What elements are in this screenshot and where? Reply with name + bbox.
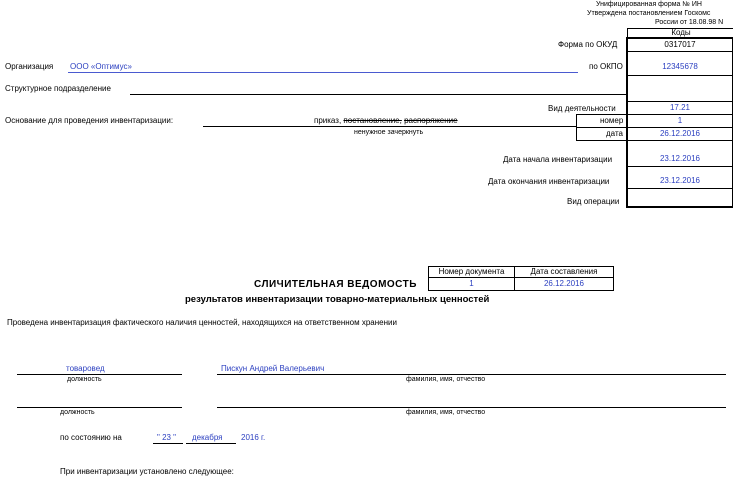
activity-value: 17.21 [669,103,691,112]
codes-divider [627,166,733,167]
inventory-start-value: 23.12.2016 [659,154,701,163]
organization-value: ООО «Оптимус» [70,62,132,71]
person2-name-hint: фамилия, имя, отчество [406,409,486,416]
doc-number-value: 1 [469,279,474,288]
codes-divider [627,51,733,52]
okud-label: Форма по ОКУД [558,40,618,49]
codes-divider [627,188,733,189]
document-title: СЛИЧИТЕЛЬНАЯ ВЕДОМОСТЬ [254,279,417,290]
person2-name-underline [217,407,726,408]
order-date-value: 26.12.2016 [659,129,701,138]
basis-option-directive: распоряжение [404,116,458,125]
organization-underline [68,72,578,73]
person2-position-hint: должность [60,409,95,416]
codes-divider [627,101,733,102]
codes-divider [627,140,733,141]
inventory-end-value: 23.12.2016 [659,176,701,185]
doc-table-divider [428,277,614,278]
okpo-label: по ОКПО [589,62,623,71]
doc-date-value: 26.12.2016 [543,279,585,288]
as-of-day-underline [153,443,183,444]
as-of-day: " 23 " [157,433,177,442]
document-subtitle: результатов инвентаризации товарно-материальных ценностей [185,294,490,305]
basis-label: Основание для проведения инвентаризации: [5,116,174,125]
form-date-line: России от 18.08.98 N [655,19,724,26]
doc-number-header: Номер документа [438,267,505,276]
basis-hint: ненужное зачеркнуть [354,129,424,136]
okud-value: 0317017 [664,40,696,49]
person2-position-underline [17,407,182,408]
person1-position-underline [17,374,182,375]
activity-label: Вид деятельности [548,104,616,113]
codes-header: Коды [671,28,691,37]
codes-divider [627,127,733,128]
basis-option-order: приказ, [314,116,342,125]
form-approval-line: Утверждена постановлением Госкомс [587,10,711,17]
order-number-value: 1 [677,116,683,125]
person1-position: товаровед [66,364,105,373]
as-of-label: по состоянию на [60,433,122,442]
basis-option-resolution: постановление, [343,116,402,125]
basis-underline [203,126,576,127]
order-label-divider [576,127,627,128]
basis-options [314,116,458,126]
form-name-line: Унифицированная форма № ИН [596,1,702,8]
order-number-label: номер [600,116,624,125]
order-date-label: дата [606,129,623,138]
person1-position-hint: должность [67,376,102,383]
person1-name-hint: фамилия, имя, отчество [406,376,486,383]
held-statement: Проведена инвентаризация фактического наличия ценностей, находящихся на ответственном хранении [7,318,397,327]
doc-date-header: Дата составления [530,267,598,276]
person1-name-underline [217,374,726,375]
inventory-end-label: Дата окончания инвентаризации [488,177,610,186]
organization-label: Организация [5,62,54,71]
as-of-month: декабря [192,433,223,442]
operation-type-label: Вид операции [567,197,620,206]
as-of-year: 2016 г. [241,433,266,442]
inventory-start-label: Дата начала инвентаризации [503,155,613,164]
codes-divider [627,75,733,76]
result-statement: При инвентаризации установлено следующее: [60,467,234,476]
as-of-month-underline [186,443,236,444]
codes-divider [627,114,733,115]
person1-name: Пискун Андрей Валерьевич [221,364,325,373]
division-label: Структурное подразделение [5,84,111,93]
division-underline [130,94,626,95]
okpo-value: 12345678 [662,62,698,71]
